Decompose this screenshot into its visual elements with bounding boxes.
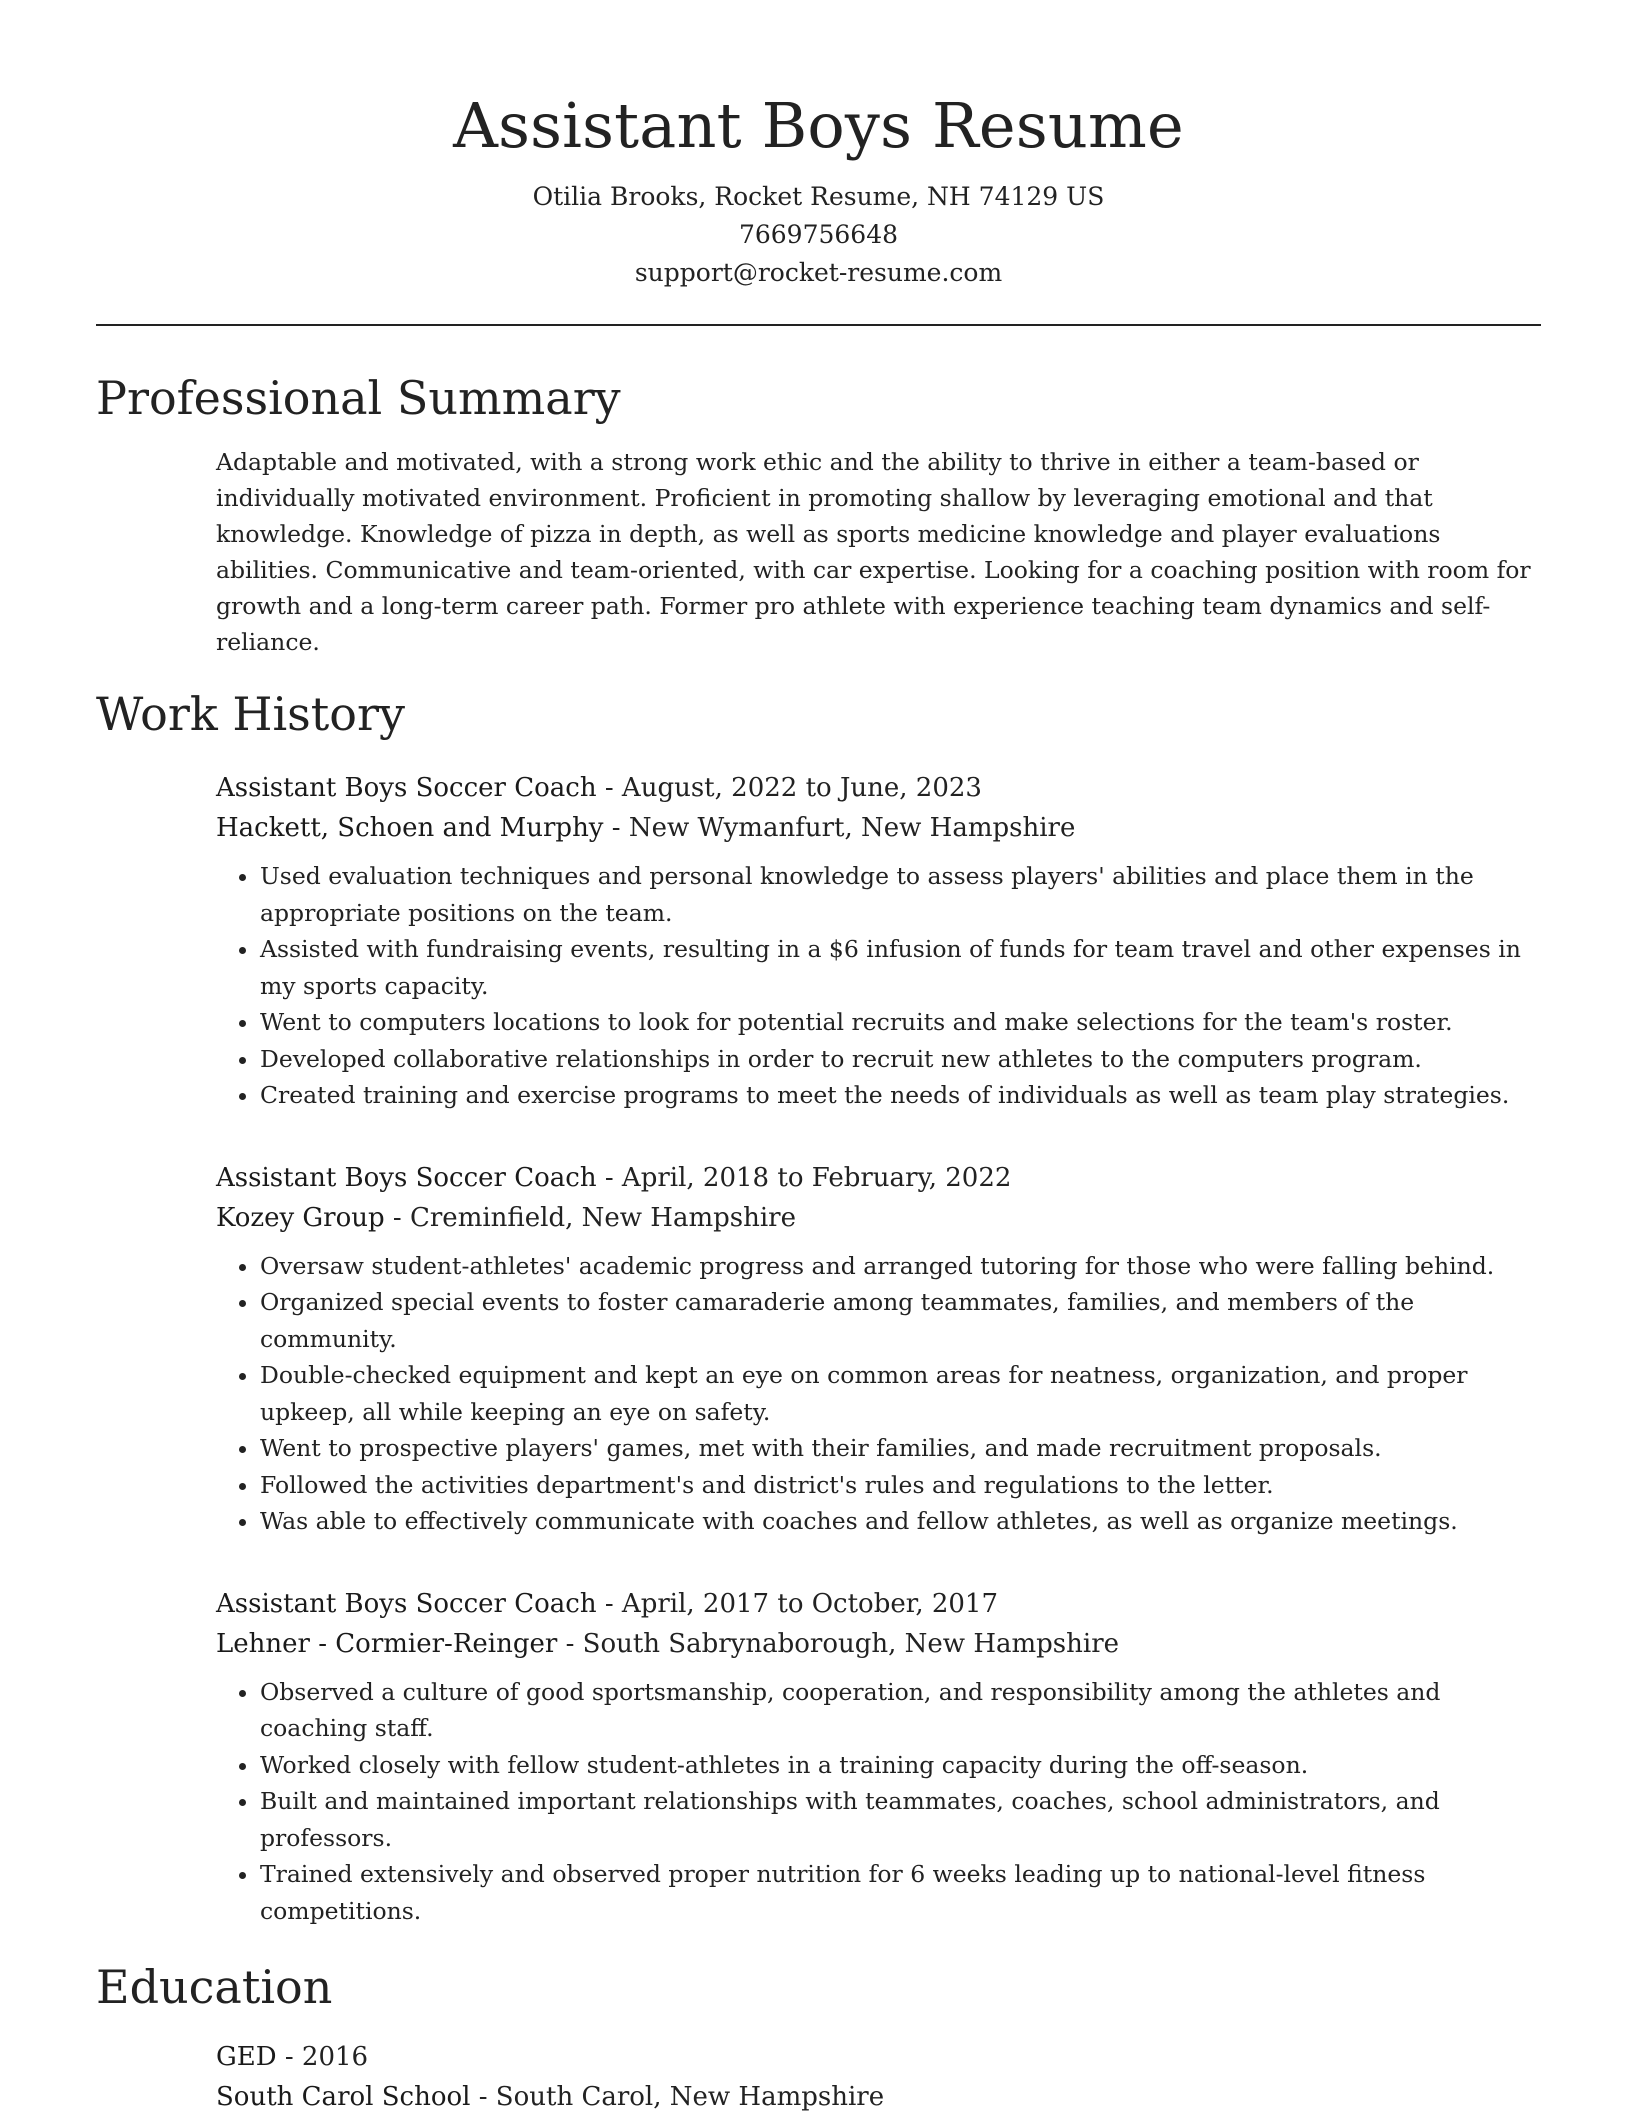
education-degree: GED [216,2042,277,2072]
job-dates: - April, 2017 to October, 2017 [596,1588,999,1619]
list-item: • Followed the activities department's and district's rules and regulations to the letter. [260,1467,1541,1504]
list-item: • Used evaluation techniques and personal knowledge to assess players' abilities and place them in the appropriate positions on the team. [260,858,1541,931]
job-bullets [216,1674,1541,1930]
list-item: • Developed collaborative relationships in order to recruit new athletes to the computers program. [260,1041,1541,1078]
education-location: - South Carol, New Hampshire [470,2082,885,2112]
job-title-line [216,1158,1541,1198]
list-item: • Created training and exercise programs to meet the needs of individuals as well as team play strategies. [260,1077,1541,1114]
education-degree-line [216,2037,1541,2077]
job-title-line [216,768,1541,808]
list-item: • Oversaw student-athletes' academic progress and arranged tutoring for those who were falling behind. [260,1248,1541,1285]
job-entry [216,768,1541,1114]
job-bullets [216,1248,1541,1540]
job-company: Hackett, Schoen and Murphy [216,813,604,843]
job-dates: - August, 2022 to June, 2023 [596,773,982,803]
job-role: Assistant Boys Soccer Coach [216,773,597,803]
job-location: - South Sabrynaborough, New Hampshire [557,1628,1120,1659]
contact-block [96,178,1541,292]
section-title-work: Work History [96,687,405,741]
contact-email: support@rocket-resume.com [634,258,1003,287]
job-company: Kozey Group [216,1202,385,1233]
education-school-line [216,2077,1541,2117]
job-company: Lehner - Cormier-Reinger [216,1628,558,1659]
list-item: • Assisted with fundraising events, resulting in a $6 infusion of funds for team travel and other expenses in my sports capacity. [260,931,1541,1004]
job-company-line [216,1198,1541,1238]
education-year: - 2016 [276,2042,369,2072]
list-item: • Worked closely with fellow student-athletes in a training capacity during the off-season. [260,1747,1541,1784]
job-company-line [216,1624,1541,1664]
job-bullets [216,858,1541,1114]
list-item: • Organized special events to foster camaraderie among teammates, families, and members of the community. [260,1284,1541,1357]
resume-title: Assistant Boys Resume [453,89,1184,162]
job-entry [216,1584,1541,1930]
job-role: Assistant Boys Soccer Coach [216,1162,597,1193]
job-role: Assistant Boys Soccer Coach [216,1588,597,1619]
resume-header [96,0,1541,292]
job-dates: - April, 2018 to February, 2022 [596,1162,1012,1193]
list-item: • Double-checked equipment and kept an eye on common areas for neatness, organization, and proper upkeep, all while keeping an eye on safety. [260,1357,1541,1430]
education-school: South Carol School [216,2082,471,2112]
header-divider [96,324,1541,326]
job-entry [216,1158,1541,1540]
summary-text: Adaptable and motivated, with a strong work ethic and the ability to thrive in either a team-based or individually motivated environment. Proficient in promoting shallow by leveraging emotional and that knowledge. Knowledge of pizza in depth, as well as sports medicine knowledge and player evaluations abilities. Communicative and team-oriented, with car expertise. Looking for a coaching position with room for growth and a long-term career path. Former pro athlete with experience teaching team dynamics and self-reliance. [216,448,1531,656]
list-item: • Went to prospective players' games, met with their families, and made recruitment proposals. [260,1430,1541,1467]
contact-phone: 7669756648 [738,220,899,249]
section-title-education: Education [96,1960,333,2014]
list-item: • Went to computers locations to look for potential recruits and make selections for the team's roster. [260,1004,1541,1041]
education-section [96,1959,1541,2117]
work-history [216,768,1541,1929]
list-item: • Trained extensively and observed proper nutrition for 6 weeks leading up to national-level fitness competitions. [260,1856,1541,1929]
job-location: - Creminfield, New Hampshire [384,1202,796,1233]
job-title-line [216,1584,1541,1624]
list-item: • Was able to effectively communicate with coaches and fellow athletes, as well as organize meetings. [260,1503,1541,1540]
education-entry [216,2037,1541,2117]
contact-address: Otilia Brooks, Rocket Resume, NH 74129 US [532,182,1105,211]
list-item: • Built and maintained important relationships with teammates, coaches, school administrators, and professors. [260,1783,1541,1856]
section-title-summary: Professional Summary [96,371,621,425]
resume-page [96,0,1541,2117]
job-location: - New Wymanfurt, New Hampshire [603,813,1076,843]
job-company-line [216,808,1541,848]
list-item: • Observed a culture of good sportsmanship, cooperation, and responsibility among the athletes and coaching staff. [260,1674,1541,1747]
